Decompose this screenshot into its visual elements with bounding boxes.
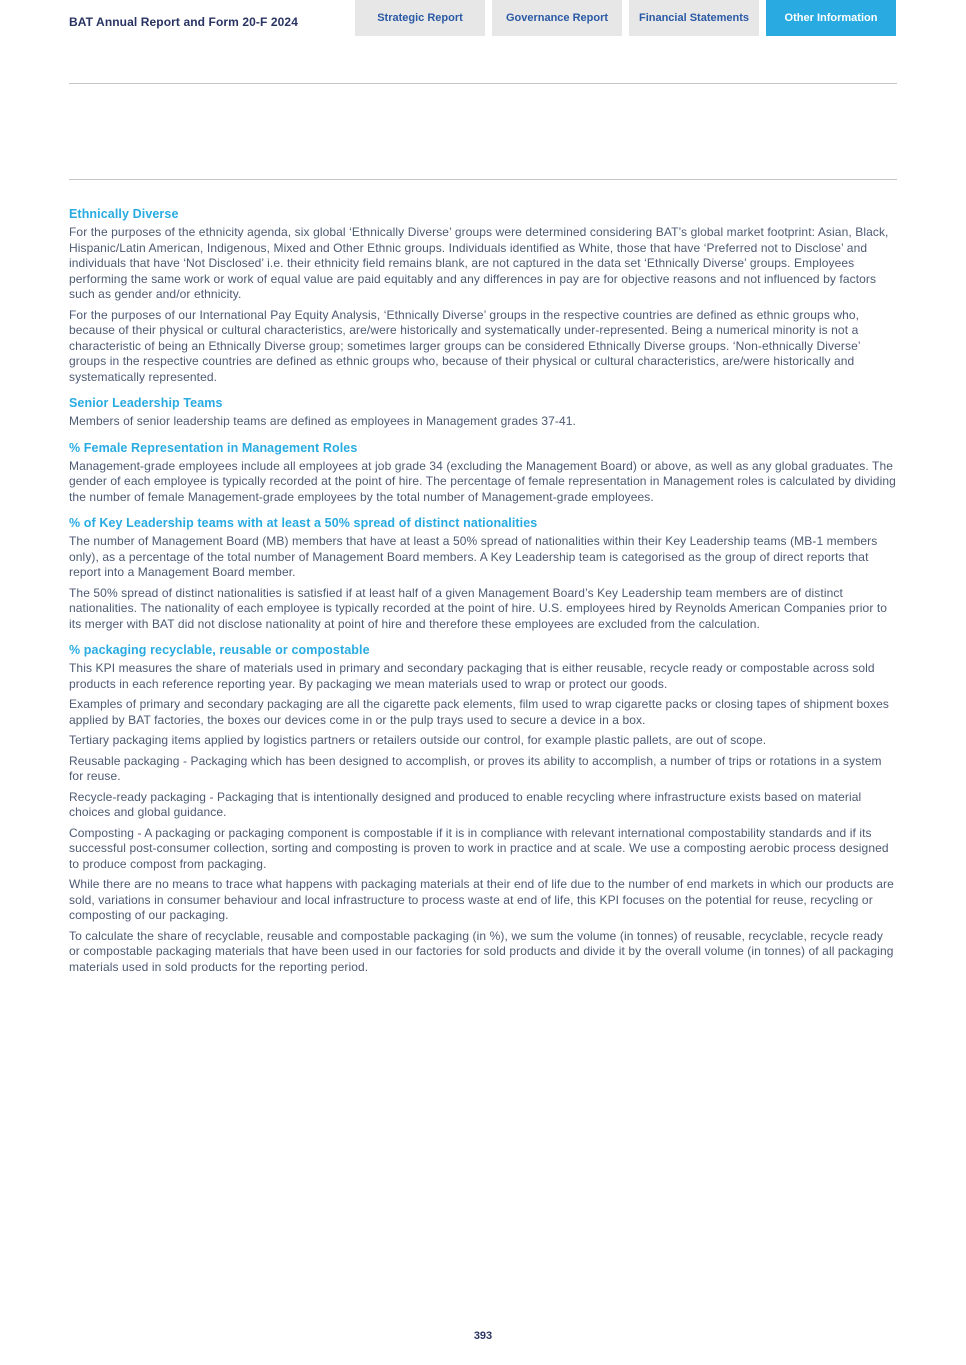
section-paragraph: Recycle-ready packaging - Packaging that is intentionally designed and produced to enable recycling where infrastructure exists based on material choices and global guidance. — [69, 789, 862, 819]
tab-governance-report[interactable]: Governance Report — [492, 0, 622, 36]
section-paragraph: Tertiary packaging items applied by logistics partners or retailers outside our control, for example plastic pallets, are out of scope. — [69, 733, 767, 747]
section-heading: Senior Leadership Teams — [69, 396, 223, 410]
header-divider-top — [69, 83, 897, 84]
section-paragraph: To calculate the share of recyclable, reusable and compostable packaging (in %), we sum the volume (in tonnes) of reusable, recyclable, recycle ready or compostable packaging materials that have been used in our factories for sold products and divide it by the overall volume (in tonnes) of all packaging materials used in sold products for the reporting period. — [69, 928, 894, 974]
section-paragraph: Examples of primary and secondary packaging are all the cigarette pack elements, film used to wrap cigarette packs or closing tapes of shipment boxes applied by BAT factories, the boxes our devices come in or the pulp trays used to secure a device in a box. — [69, 697, 889, 727]
report-title: BAT Annual Report and Form 20-F 2024 — [69, 15, 298, 29]
section-paragraph: Members of senior leadership teams are defined as employees in Management grades 37-41. — [69, 414, 576, 428]
section-paragraph: While there are no means to trace what happens with packaging materials at their end of life due to the number of end markets in which our products are sold, variations in consumer behaviour and local infrastructure to process waste at end of life, this KPI focuses on the potential for reuse, recycling or composting of our packaging. — [69, 877, 894, 922]
definitions-sections — [69, 180, 897, 975]
section-paragraph: The 50% spread of distinct nationalities is satisfied if at least half of a given Management Board’s Key Leadership team members are of distinct nationalities. The nationality of each employee is typically recorded at the point of hire. U.S. employees hired by Reynolds American Companies prior to its merger with BAT did not disclose nationality at point of hire and therefore these employees are excluded from the calculation. — [69, 585, 888, 631]
tab-bar — [355, 0, 896, 36]
section-paragraph: For the purposes of our International Pay Equity Analysis, ‘Ethnically Diverse’ groups in the respective countries are defined as ethnic groups who, because of their physical or cultural characteristics, are/were historically and systematically under-represented. Being a numerical minority is not a characteristic of being an Ethnically Diverse group; sometimes larger groups can be considered Ethnically Diverse groups. ‘Non-ethnically Diverse’ groups in the respective countries are defined as ethnic groups who, because of their physical or cultural characteristics, are/were historically and systematically represented. — [69, 307, 861, 384]
tab-strategic-report[interactable]: Strategic Report — [355, 0, 485, 36]
tab-other-information[interactable]: Other Information — [766, 0, 896, 36]
tab-financial-statements[interactable]: Financial Statements — [629, 0, 759, 36]
section-paragraph: For the purposes of the ethnicity agenda, six global ‘Ethnically Diverse’ groups were determined considering BAT’s global market footprint: Asian, Black, Hispanic/Latin American, Indigenous, Mixed and Other Ethnic groups. Individuals identified as White, those that have ‘Preferred not to Disclose’ and individuals that have ‘Not Disclosed’ i.e. their ethnicity field remains blank, are not captured in the data set ‘Ethnically Diverse’ groups. Employees performing the same work or work of equal value are paid equitably and any differences in pay are for objective reasons and not influenced by factors such as gender and/or ethnicity. — [69, 225, 889, 301]
section-heading: Ethnically Diverse — [69, 207, 179, 221]
section-heading: % Female Representation in Management Roles — [69, 440, 358, 455]
section-paragraph: Composting - A packaging or packaging component is compostable if it is in compliance with relevant international compostability standards and if its successful post-consumer collection, sorting and composting is proven to work in practice and at scale. We use a composting aerobic process designed to produce compost from packaging. — [69, 825, 889, 871]
section-paragraph: This KPI measures the share of materials used in primary and secondary packaging that is either reusable, recycle ready or compostable across sold products in each reference reporting year. By packaging we mean materials used to wrap or protect our goods. — [69, 661, 875, 691]
page-number: 393 — [473, 1330, 493, 1342]
section-heading: % of Key Leadership teams with at least a 50% spread of distinct nationalities — [69, 516, 538, 530]
section-paragraph: Reusable packaging - Packaging which has been designed to accomplish, or proves its ability to accomplish, a number of trips or rotations in a system for reuse. — [69, 753, 882, 783]
section-paragraph: The number of Management Board (MB) members that have at least a 50% spread of nationalities within their Key Leadership teams (MB-1 members only), as a percentage of the total number of Management Board members. A Key Leadership team is categorised as the group of direct reports that report into a Management Board member. — [69, 534, 878, 579]
section-paragraph: Management-grade employees include all employees at job grade 34 (excluding the Management Board) or above, as well as any global graduates. The gender of each employee is typically recorded at the point of hire. The percentage of female representation in Management roles is calculated by dividing the number of female Management-grade employees by the total number of Management-grade employees. — [69, 458, 896, 504]
page-header — [0, 0, 966, 36]
section-heading: % packaging recyclable, reusable or compostable — [69, 643, 370, 657]
